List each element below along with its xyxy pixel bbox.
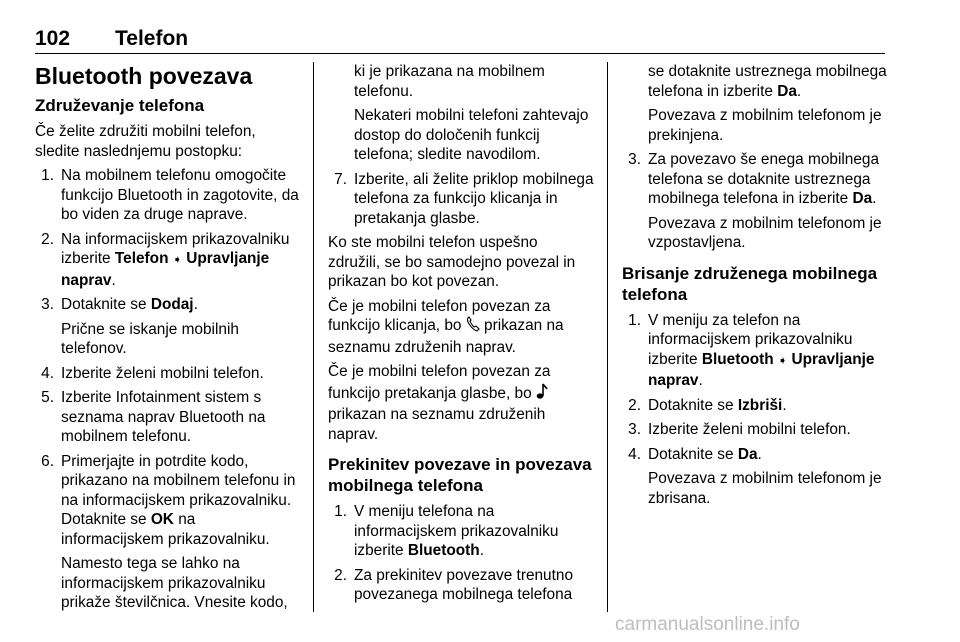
arrow-icon: ➧ [777, 354, 788, 367]
list-item: 3. Za povezavo še enega mobilnega telefona se dotaknite ustreznega mobilnega telefona in izberite Da. Povezava z mobilnim telefonom je vzpostavljena. [628, 151, 882, 251]
column-1 [35, 62, 301, 618]
paragraph: Če je mobilni telefon povezan za funkcijo pretakanja glasbe, bo prikazan na seznamu združenih naprav. [328, 363, 551, 443]
list-item: 6. Primerjajte in potrdite kodo, prikazano na mobilnem telefonu in na informacijskem prikazovalniku. Dotaknite se OK na informacijskem prikazovalniku. Namesto tega se lahko na informacijskem prikazovalniku prikaže številčnica. Vnesite kodo, [41, 452, 296, 611]
column-divider [313, 62, 314, 612]
menu-path-telefon: Telefon [114, 250, 169, 267]
music-note-icon [536, 382, 548, 406]
arrow-icon: ➧ [172, 254, 182, 266]
list-item: 1. V meniju za telefon na informacijskem prikazovalniku izberite Bluetooth ➧ Upravljanje naprav. [628, 311, 875, 389]
list-item: 1. V meniju telefona na informacijskem prikazovalniku izberite Bluetooth. [334, 503, 559, 559]
list-item: 2. Dotaknite se Izbriši. [628, 396, 787, 414]
menu-path-upravljanje: Upravljanje naprav [61, 250, 270, 289]
chapter-title: Telefon [115, 27, 189, 50]
watermark: carmanualsonline.info [615, 614, 800, 635]
list-item: 5. Izberite Infotainment sistem s seznama naprav Bluetooth na mobilnem telefonu. [41, 389, 266, 445]
section-title: Bluetooth povezava [35, 63, 253, 89]
subsection-title: Združevanje telefona [35, 96, 205, 115]
list-item: 4. Dotaknite se Da. Povezava z mobilnim telefonom je zbrisana. [628, 445, 882, 507]
list-item: 4. Izberite želeni mobilni telefon. [41, 364, 264, 382]
column-2 [328, 62, 594, 610]
paragraph: Ko ste mobilni telefon uspešno združili, se bo samodejno povezal in prikazan bo kot povezan. [328, 234, 576, 290]
list-item: 3. Izberite želeni mobilni telefon. [628, 421, 851, 438]
column-divider [607, 62, 608, 612]
subsection-title: Brisanje združenega mobilnega telefona [622, 263, 878, 304]
list-item: 7. Izberite, ali želite priklop mobilnega telefona za funkcijo klicanja in pretakanja glasbe. [334, 170, 594, 227]
page-number: 102 [35, 27, 71, 50]
pairing-steps [35, 166, 301, 613]
list-item: 2. Na informacijskem prikazovalniku izberite Telefon ➧ Upravljanje naprav. [41, 230, 290, 289]
page-header [35, 27, 885, 54]
list-item: 1. Na mobilnem telefonu omogočite funkcijo Bluetooth in zagotovite, da bo viden za druge naprave. [41, 167, 299, 223]
intro-paragraph: Če želite združiti mobilni telefon, sledite naslednjemu postopku: [35, 123, 256, 160]
paragraph: Če je mobilni telefon povezan za funkcijo klicanja, bo prikazan na seznamu združenih naprav. [328, 297, 564, 356]
subsection-title: Prekinitev povezave in povezava mobilnega telefona [328, 455, 592, 495]
list-continuation: se dotaknite ustreznega mobilnega telefona in izberite Da. Povezava z mobilnim telefonom je prekinjena. [648, 63, 887, 144]
list-continuation: ki je prikazana na mobilnem telefonu. Nekateri mobilni telefoni zahtevajo dostop do določenih funkcij telefona; sledite navodilom. [354, 63, 589, 163]
column-3 [622, 62, 888, 513]
phone-handset-icon [466, 316, 480, 338]
list-item: 2. Za prekinitev povezave trenutno povezanega mobilnega telefona [334, 566, 574, 603]
list-item: 3. Dotaknite se Dodaj. Prične se iskanje mobilnih telefonov. [41, 296, 239, 357]
